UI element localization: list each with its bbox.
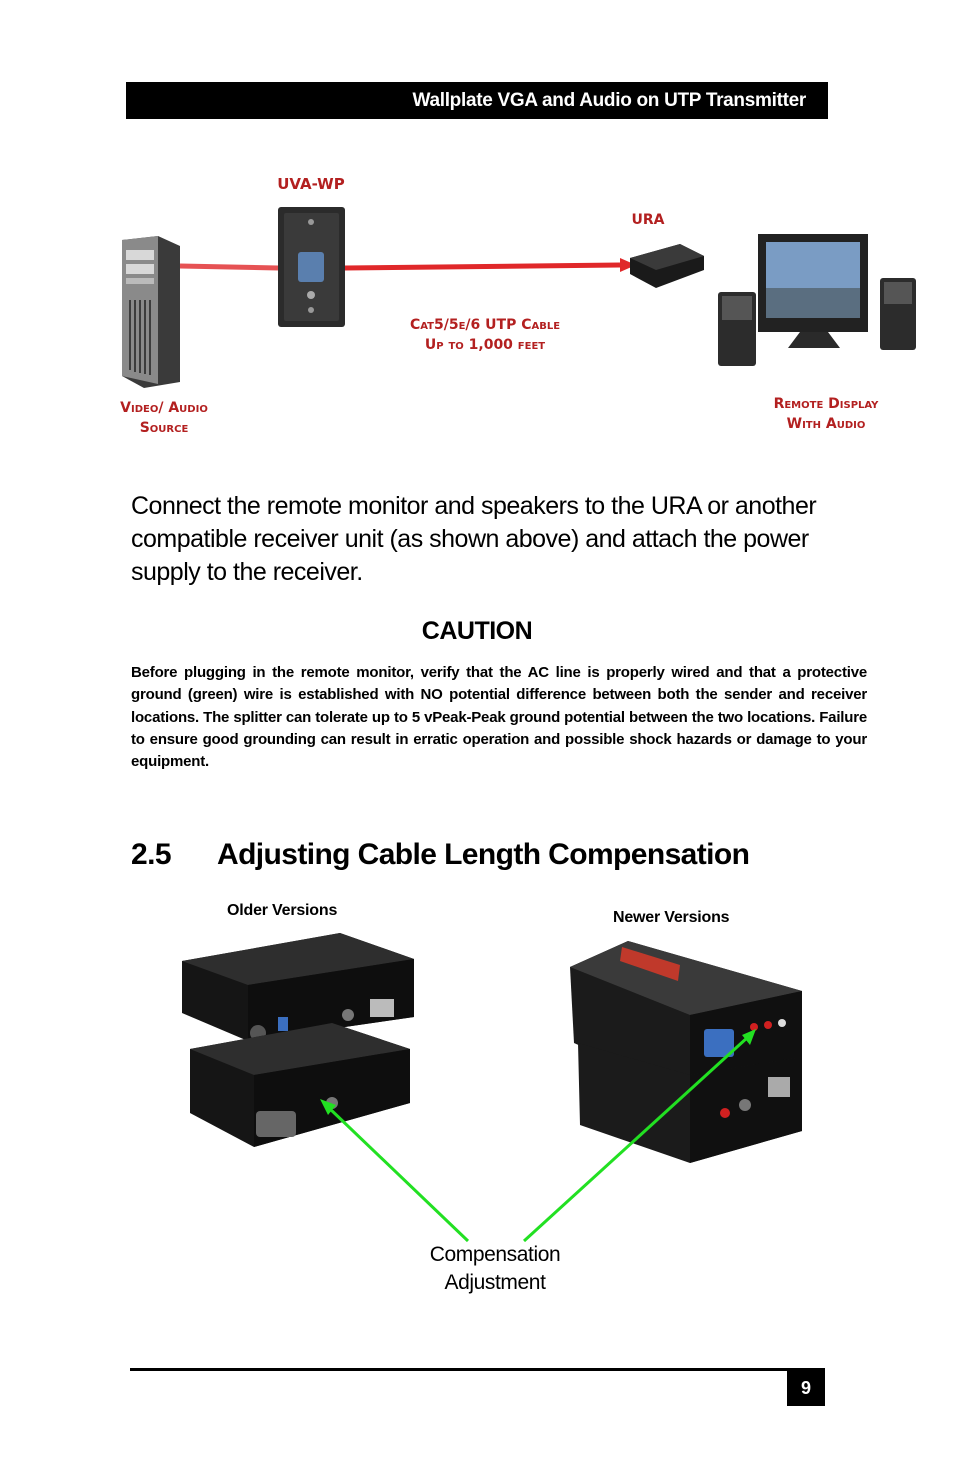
- running-header: [126, 82, 828, 119]
- page-number: [787, 1371, 825, 1406]
- monitor-icon: [758, 234, 868, 348]
- older-receiver-icon: [190, 1023, 410, 1147]
- speaker-left-icon: [718, 292, 756, 366]
- source-label-line1: Video/ Audio: [120, 400, 208, 416]
- wallplate-icon: [278, 207, 345, 327]
- newer-versions-label: Newer Versions: [613, 909, 730, 926]
- speaker-right-icon: [880, 278, 916, 350]
- cable-line-source: [180, 266, 278, 268]
- device-comparison-figure: [170, 925, 820, 1245]
- page-number-text: 9: [800, 1378, 811, 1398]
- source-label-line2: Source: [139, 420, 189, 436]
- compensation-label-line2: Adjustment: [444, 1271, 546, 1294]
- connection-diagram: [100, 170, 930, 450]
- pc-tower-icon: [122, 236, 180, 388]
- cable-caption-line2: Up to 1,000 feet: [424, 337, 546, 353]
- older-transmitter-icon: [182, 933, 414, 1041]
- caution-title: CAUTION: [421, 617, 533, 645]
- section-number: 2.5: [131, 838, 171, 871]
- display-label-line1: Remote Display: [773, 396, 879, 412]
- display-label-line2: With Audio: [786, 416, 866, 432]
- caution-text: Before plugging in the remote monitor, verify that the AC line is properly wired and that a protective ground (green) wire is established with NO potential difference between both the sender and receiver locations. The splitter can tolerate up to 5 vPeak-Peak ground potential between the two locations. Failure to ensure good grounding can result in erratic operation and possible shock hazards or damage to your equipment.: [131, 664, 867, 771]
- compensation-label-line1: Compensation: [429, 1243, 561, 1266]
- footer-rule: [130, 1368, 825, 1371]
- section-heading: [131, 838, 851, 872]
- cable-line-utp: [345, 265, 620, 268]
- older-versions-label: Older Versions: [227, 902, 338, 919]
- receiver-label: URA: [631, 212, 665, 228]
- compensation-arrow-older: [320, 1099, 468, 1241]
- header-title: Wallplate VGA and Audio on UTP Transmitter: [412, 89, 806, 111]
- receiver-box-icon: [630, 244, 704, 288]
- instruction-paragraph: Connect the remote monitor and speakers to the URA or another compatible receiver unit (as shown above) and attach the power supply to the receiver.: [131, 492, 817, 586]
- section-title: Adjusting Cable Length Compensation: [217, 838, 750, 871]
- transmitter-label: UVA-WP: [277, 175, 345, 193]
- cable-caption-line1: Cat5/5e/6 UTP Cable: [409, 317, 561, 333]
- compensation-label: [395, 1241, 595, 1297]
